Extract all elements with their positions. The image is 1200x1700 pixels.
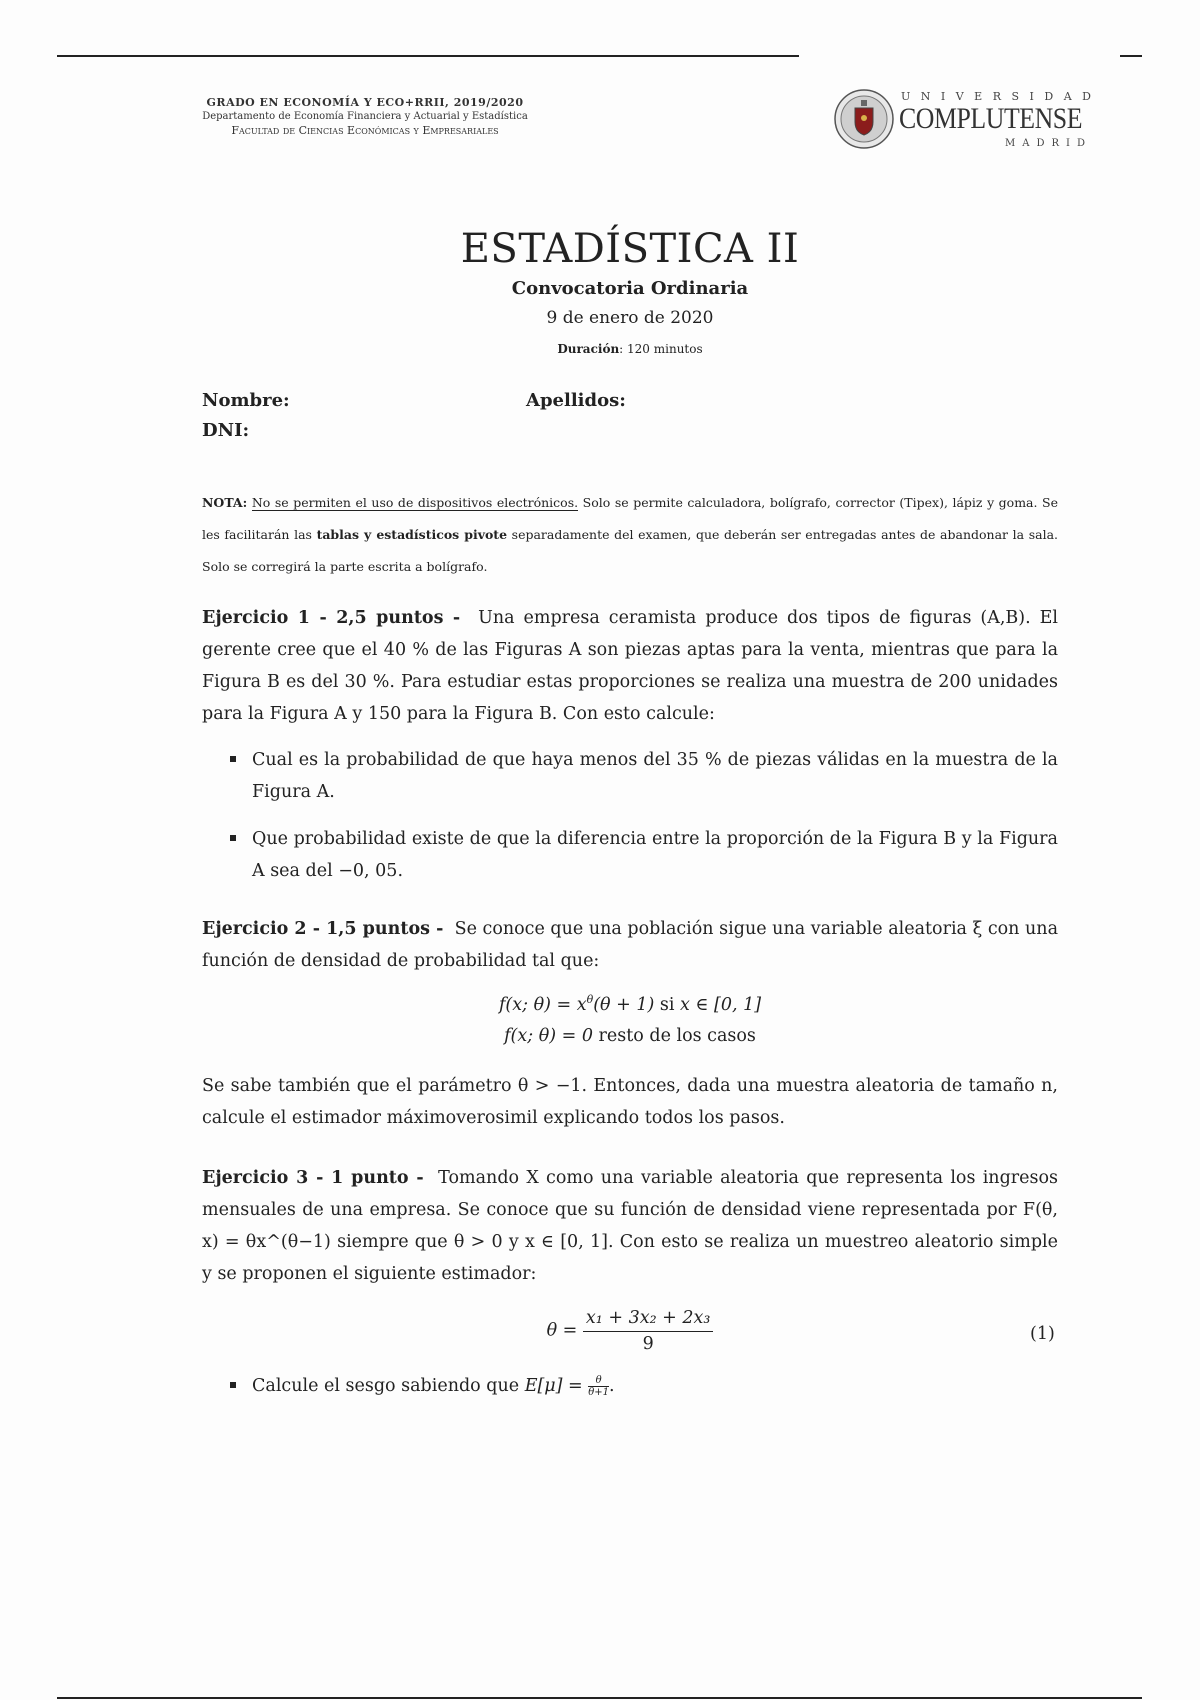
- eq1-domain: x ∈ [0, 1]: [680, 994, 762, 1015]
- nota-label: NOTA:: [202, 495, 248, 510]
- university-logo: [833, 88, 1102, 154]
- estimator-equation: [200, 1308, 1060, 1354]
- expectation-fraction: [588, 1375, 609, 1398]
- estimator-lhs: θ =: [546, 1320, 578, 1341]
- top-rule-left: [57, 55, 799, 57]
- exam-subtitle: Convocatoria Ordinaria: [511, 278, 749, 299]
- nota-underlined: No se permiten el uso de dispositivos electrónicos.: [251, 495, 579, 510]
- department-line: Departamento de Economía Financiera y Actuarial y Estadística: [202, 111, 528, 122]
- fraction-denominator: θ+1: [588, 1387, 610, 1398]
- exercise-1-text: Una empresa ceramista produce dos tipos de figuras (A,B). El gerente cree que el 40 % de las Figuras A son piezas aptas para la venta, mientras que para la Figura B es del 30 %. Para estudiar estas proporciones se realiza una muestra de 200 unidades para la Figura A y 150 para la Figura B. Con esto calcule:: [202, 608, 1058, 724]
- exercise-2-heading: Ejercicio 2 - 1,5 puntos -: [202, 919, 444, 939]
- exercise-2-text: Se conoce que una población sigue una variable aleatoria ξ con una función de densidad de probabilidad tal que:: [202, 919, 1058, 971]
- exercise-2: [202, 913, 1058, 977]
- density-equation-2: [200, 1026, 1060, 1046]
- estimator-numerator: x₁ + 3x₂ + 2x₃: [583, 1308, 714, 1332]
- faculty-line: Facultad de Ciencias Económicas y Empresariales: [231, 124, 499, 137]
- estimator-denominator: 9: [642, 1334, 654, 1354]
- bullet-icon: [230, 1382, 236, 1388]
- duration-value: : 120 minutos: [619, 342, 703, 356]
- eq2-lhs: f(x; θ) = 0: [504, 1026, 593, 1046]
- nota-bold: tablas y estadísticos pivote: [316, 527, 508, 542]
- top-rule-right: [1120, 55, 1142, 57]
- exercise-3-text: Tomando X como una variable aleatoria que representa los ingresos mensuales de una empresa. Se conoce que su función de densidad viene representada por F(θ, x) = θx^(θ−1) siempre que θ > 0 y x ∈ [0, 1]. Con esto se realiza un muestreo aleatorio simple y se proponen el siguiente estimador:: [202, 1168, 1058, 1284]
- bullet-text: [252, 1370, 1058, 1402]
- logo-complutense: COMPLUTENSE: [899, 102, 1083, 135]
- exam-date: 9 de enero de 2020: [546, 308, 714, 328]
- logo-madrid: MADRID: [1005, 138, 1092, 149]
- exercise-3-bullet: [230, 1370, 1058, 1402]
- exercise-1-heading: Ejercicio 1 - 2,5 puntos -: [202, 608, 461, 628]
- expectation: E[μ] =: [524, 1376, 589, 1396]
- density-equation-1: [200, 993, 1060, 1015]
- bottom-rule: [57, 1697, 1142, 1699]
- nota-paragraph: [202, 487, 1058, 583]
- exercise-1-bullet-1: [230, 744, 1058, 808]
- duration-label: Duración: [557, 342, 620, 356]
- course-header: [150, 96, 580, 138]
- exam-duration: [200, 342, 1060, 356]
- eq1-lhs: f(x; θ) = x: [498, 994, 587, 1015]
- exam-title: ESTADÍSTICA II: [460, 226, 800, 272]
- exercise-1: [202, 602, 1058, 730]
- bullet-text: Que probabilidad existe de que la diferencia entre la proporción de la Figura B y la Figura A sea del −0, 05.: [252, 829, 1058, 881]
- eq2-text: resto de los casos: [592, 1026, 756, 1046]
- name-label: Nombre:: [202, 390, 290, 411]
- equation-number: (1): [1030, 1324, 1055, 1344]
- bullet-icon: [230, 835, 236, 841]
- exercise-3-heading: Ejercicio 3 - 1 punto -: [202, 1168, 424, 1188]
- exercise-2-text-2: Se sabe también que el parámetro θ > −1. Entonces, dada una muestra aleatoria de tamaño n, calcule el estimador máximoverosimil explicando todos los pasos.: [202, 1076, 1058, 1128]
- dni-label: DNI:: [202, 420, 250, 441]
- eq1-si: si: [654, 994, 681, 1015]
- estimator-fraction: [583, 1308, 714, 1354]
- eq1-factor: (θ + 1): [593, 994, 655, 1015]
- nota-text-2: separadamente del examen, que deberán ser entregadas antes de abandonar la sala. Solo se corregirá la parte escrita a bolígrafo.: [202, 527, 1058, 574]
- bullet-icon: [230, 756, 236, 762]
- bullet-lead: Calcule el sesgo sabiendo que: [252, 1376, 525, 1396]
- logo-universidad: UNIVERSIDAD: [901, 90, 1102, 103]
- course-line: GRADO EN ECONOMÍA Y ECO+RRII, 2019/2020: [206, 96, 524, 109]
- bullet-text: Cual es la probabilidad de que haya menos del 35 % de piezas válidas en la muestra de la Figura A.: [252, 750, 1058, 802]
- fraction-numerator: θ: [588, 1375, 609, 1387]
- university-seal-icon: [833, 88, 895, 150]
- bullet-period: .: [609, 1376, 615, 1396]
- eq1-exponent: θ: [586, 993, 594, 1006]
- exercise-1-bullet-2: [230, 823, 1058, 887]
- nota-text-1: Solo se permite calculadora, bolígrafo, corrector (Tipex), lápiz y goma. Se les facilitarán las: [202, 495, 1058, 542]
- surname-label: Apellidos:: [526, 390, 626, 411]
- exercise-3: [202, 1162, 1058, 1290]
